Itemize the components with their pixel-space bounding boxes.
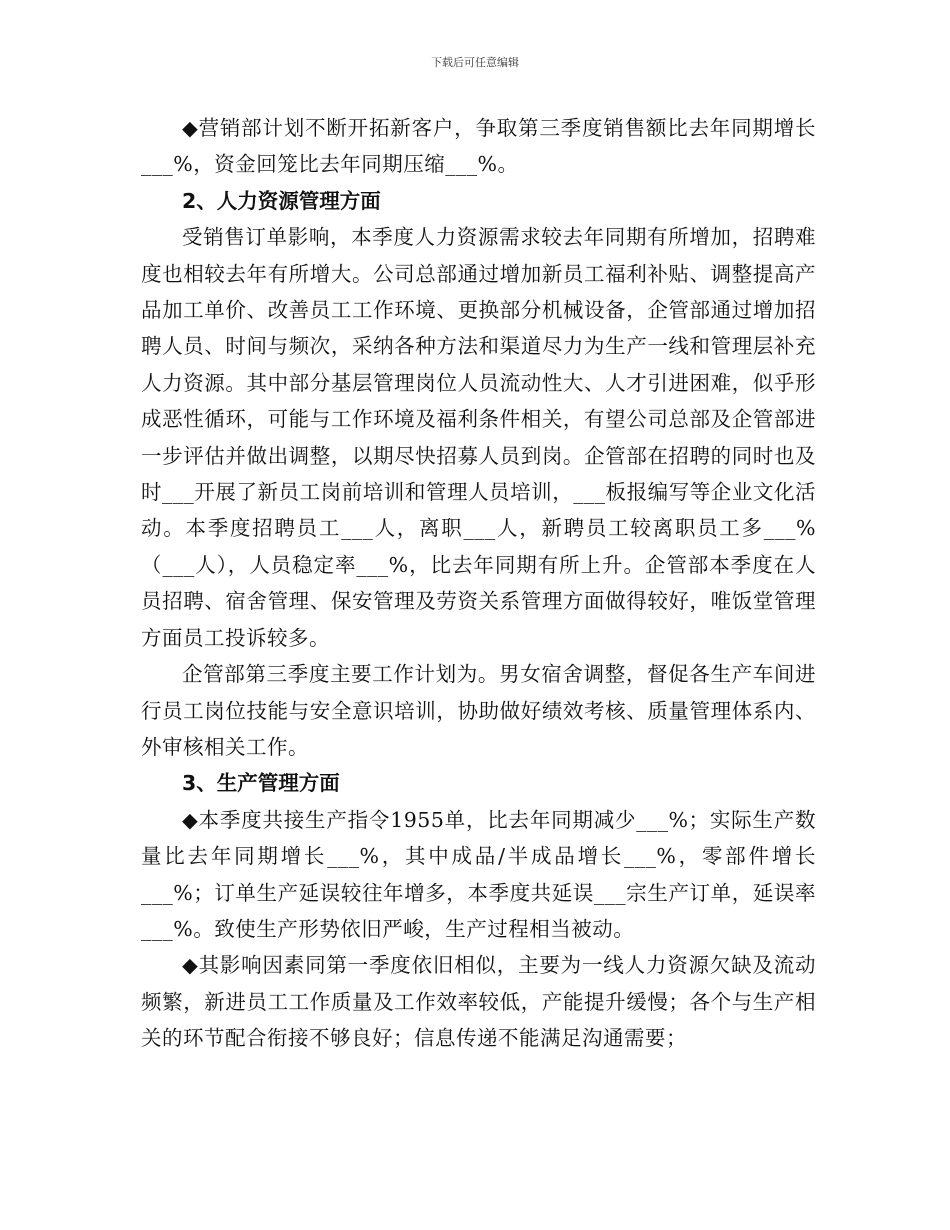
paragraph-hr-plan: 企管部第三季度主要工作计划为。男女宿舍调整，督促各生产车间进行员工岗位技能与安全意识培训，协助做好绩效考核、质量管理体系内、外审核相关工作。 <box>141 662 816 759</box>
paragraph-hr-status: 受销售订单影响，本季度人力资源需求较去年同期有所增加，招聘难度也相较去年有所增大。公司总部通过增加新员工福利补贴、调整提高产品加工单价、改善员工工作环境、更换部分机械设备，企管部通过增加招聘人员、时间与频次，采纳各种方法和渠道尽力为生产一线和管理层补充人力资源。其中部分基层管理岗位人员流动性大、人才引进困难，似乎形成恶性循环，可能与工作环境及福利条件相关，有望公司总部及企管部进一步评估并做出调整，以期尽快招募人员到岗。企管部在招聘的同时也及时___开展了新员工岗前培训和管理人员培训，___板报编写等企业文化活动。本季度招聘员工___人，离职___人，新聘员工较离职员工多___%（___人），人员稳定率___%，比去年同期有所上升。企管部本季度在人员招聘、宿舍管理、保安管理及劳资关系管理方面做得较好，唯饭堂管理方面员工投诉较多。 <box>141 225 816 650</box>
paragraph-production-status: ◆本季度共接生产指令1955单，比去年同期减少___%；实际生产数量比去年同期增长___%，其中成品/半成品增长___%，零部件增长___%；订单生产延误较往年增多，本季度共延误___宗生产订单，延误率___%。致使生产形势依旧严峻，生产过程相当被动。 <box>141 807 816 941</box>
section-heading-production: 3、生产管理方面 <box>182 771 340 796</box>
document-body <box>141 110 816 1057</box>
paragraph-production-factors: ◆其影响因素同第一季度依旧相似，主要为一线人力资源欠缺及流动频繁，新进员工工作质量及工作效率较低，产能提升缓慢；各个与生产相关的环节配合衔接不够良好；信息传递不能满足沟通需要； <box>141 953 816 1051</box>
section-heading-hr: 2、人力资源管理方面 <box>182 188 381 213</box>
paragraph-marketing-plan: ◆营销部计划不断开拓新客户，争取第三季度销售额比去年同期增长___%，资金回笼比去年同期压缩___%。 <box>141 116 816 177</box>
page-header-note: 下载后可任意编辑 <box>431 56 519 69</box>
